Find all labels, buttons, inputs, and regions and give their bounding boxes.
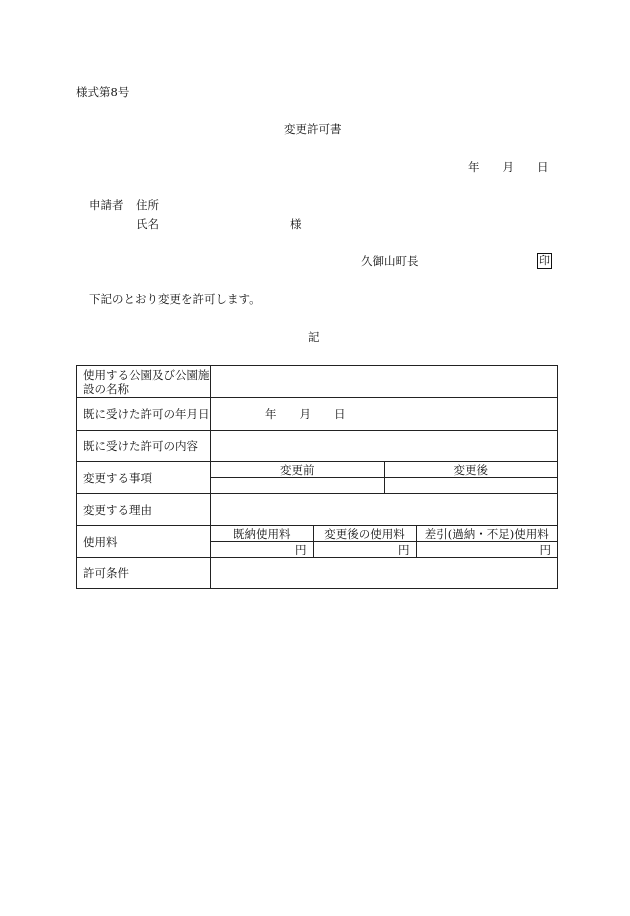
fee-grid <box>211 526 557 557</box>
prev-date-value[interactable]: 年 月 日 <box>211 398 558 431</box>
permit-change-table <box>76 365 558 589</box>
conditions-value[interactable] <box>211 558 558 589</box>
ki-heading: 記 <box>308 330 320 344</box>
document-title: 変更許可書 <box>284 122 342 136</box>
fee-label: 使用料 <box>77 526 211 558</box>
reason-label: 変更する理由 <box>77 494 211 526</box>
table-row <box>77 526 558 558</box>
before-value[interactable] <box>211 478 384 494</box>
facility-label: 使用する公園及び公園施設の名称 <box>77 366 211 398</box>
applicant-label: 申請者 <box>89 198 124 212</box>
after-header: 変更後 <box>384 462 557 478</box>
prev-date-label: 既に受けた許可の年月日 <box>77 398 211 431</box>
reason-value[interactable] <box>211 494 558 526</box>
before-header: 変更前 <box>211 462 384 478</box>
date-header: 年 月 日 <box>468 160 549 174</box>
paid-fee-yen[interactable]: 円 <box>211 542 313 558</box>
prev-content-value[interactable] <box>211 431 558 462</box>
change-items-label: 変更する事項 <box>77 462 211 494</box>
honorific: 様 <box>290 217 302 231</box>
table-row <box>77 431 558 462</box>
new-fee-header: 変更後の使用料 <box>313 526 416 542</box>
address-label: 住所 <box>136 198 159 212</box>
facility-value[interactable] <box>211 366 558 398</box>
conditions-label: 許可条件 <box>77 558 211 589</box>
seal-mark: 印 <box>539 254 550 267</box>
change-items-cell <box>211 462 558 494</box>
name-label: 氏名 <box>136 217 159 231</box>
table-row <box>77 494 558 526</box>
intro-text: 下記のとおり変更を許可します。 <box>89 292 261 306</box>
diff-fee-yen[interactable]: 円 <box>539 542 551 557</box>
table-row <box>77 366 558 398</box>
new-fee-yen[interactable]: 円 <box>313 542 416 558</box>
prev-content-label: 既に受けた許可の内容 <box>77 431 211 462</box>
issuer: 久御山町長 <box>361 254 419 268</box>
paid-fee-header: 既納使用料 <box>211 526 313 542</box>
table-row <box>77 462 558 494</box>
table-row <box>77 558 558 589</box>
form-number: 様式第8号 <box>76 85 130 99</box>
table-row <box>77 398 558 431</box>
change-items-grid <box>211 462 557 493</box>
fee-cell <box>211 526 558 558</box>
diff-fee-header: 差引(過納・不足)使用料 <box>416 526 557 542</box>
after-value[interactable] <box>384 478 557 494</box>
